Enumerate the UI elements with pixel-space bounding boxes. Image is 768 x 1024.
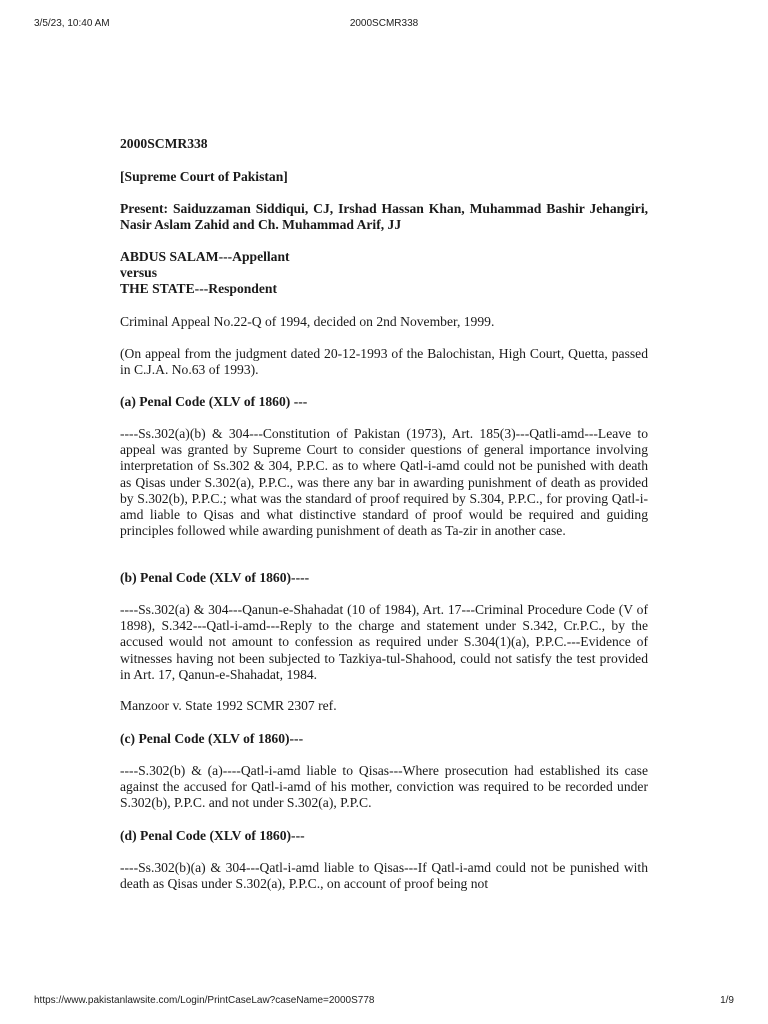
section-text-c: ----S.302(b) & (a)----Qatl-i-amd liable to Qisas---Where prosecution had established its case against the accused for Qatl-i-amd of his mother, conviction was required to be recorded under S.302(b), P.P.C. and not under S.302(a), P.P.C. xyxy=(120,763,648,811)
citation: 2000SCMR338 xyxy=(120,136,208,151)
bench-present: Present: Saiduzzaman Siddiqui, CJ, Irshad Hassan Khan, Muhammad Bashir Jehangiri, Nasir Aslam Zahid and Ch. Muhammad Arif, JJ xyxy=(120,201,648,233)
section-text-a: ----Ss.302(a)(b) & 304---Constitution of Pakistan (1973), Art. 185(3)---Qatli-amd---Leave to appeal was granted by Supreme Court to consider questions of general importance involving interpretation of Ss.302 & 304, P.P.C. as to where Qatl-i-amd could not be punished with death as Qisas under S.302(a), P.P.C., was there any bar in awarding punishment of death as provided by S.302(b), P.P.C.; what was the standard of proof required by S.304, P.P.C., for proving Qatl-i-amd liable to Qisas and what distinctive standard of proof would be required and guiding principles followed while awarding punishment of death as Ta-zir in another case. xyxy=(120,426,648,539)
section-heading-b: (b) Penal Code (XLV of 1860)---- xyxy=(120,570,310,585)
appeal-info: Criminal Appeal No.22-Q of 1994, decided on 2nd November, 1999. xyxy=(120,314,495,329)
section-heading-d: (d) Penal Code (XLV of 1860)--- xyxy=(120,828,305,843)
versus-label: versus xyxy=(120,265,158,281)
section-heading-c: (c) Penal Code (XLV of 1860)--- xyxy=(120,731,304,746)
parties xyxy=(120,249,290,298)
print-page-title: 2000SCMR338 xyxy=(349,18,419,29)
print-datetime: 3/5/23, 10:40 AM xyxy=(34,18,110,29)
appeal-from: (On appeal from the judgment dated 20-12-1993 of the Balochistan, High Court, Quetta, passed in C.J.A. No.63 of 1993). xyxy=(120,346,648,378)
page-url: https://www.pakistanlawsite.com/Login/PrintCaseLaw?caseName=2000S778 xyxy=(34,995,375,1006)
section-text-d: ----Ss.302(b)(a) & 304---Qatl-i-amd liable to Qisas---If Qatl-i-amd could not be punished with death as Qisas under S.302(a), P.P.C., on account of proof being not xyxy=(120,860,648,892)
respondent: THE STATE---Respondent xyxy=(120,281,277,297)
page-number: 1/9 xyxy=(720,995,734,1006)
section-heading-a: (a) Penal Code (XLV of 1860) --- xyxy=(120,394,308,409)
appellant: ABDUS SALAM---Appellant xyxy=(120,249,290,264)
court-name: [Supreme Court of Pakistan] xyxy=(120,169,288,184)
section-text-b: ----Ss.302(a) & 304---Qanun-e-Shahadat (10 of 1984), Art. 17---Criminal Procedure Code (V of 1898), S.342---Qatl-i-amd---Reply to the charge and statement under S.342, Cr.P.C., by the accused would not amount to confession as required under S.304(1)(a), P.P.C.---Evidence of witnesses having not been subjected to Tazkiya-tul-Shahood, could not satisfy the test provided in Art. 17, Qanun-e-Shahadat, 1984. xyxy=(120,602,648,682)
section-ref-b: Manzoor v. State 1992 SCMR 2307 ref. xyxy=(120,698,337,713)
